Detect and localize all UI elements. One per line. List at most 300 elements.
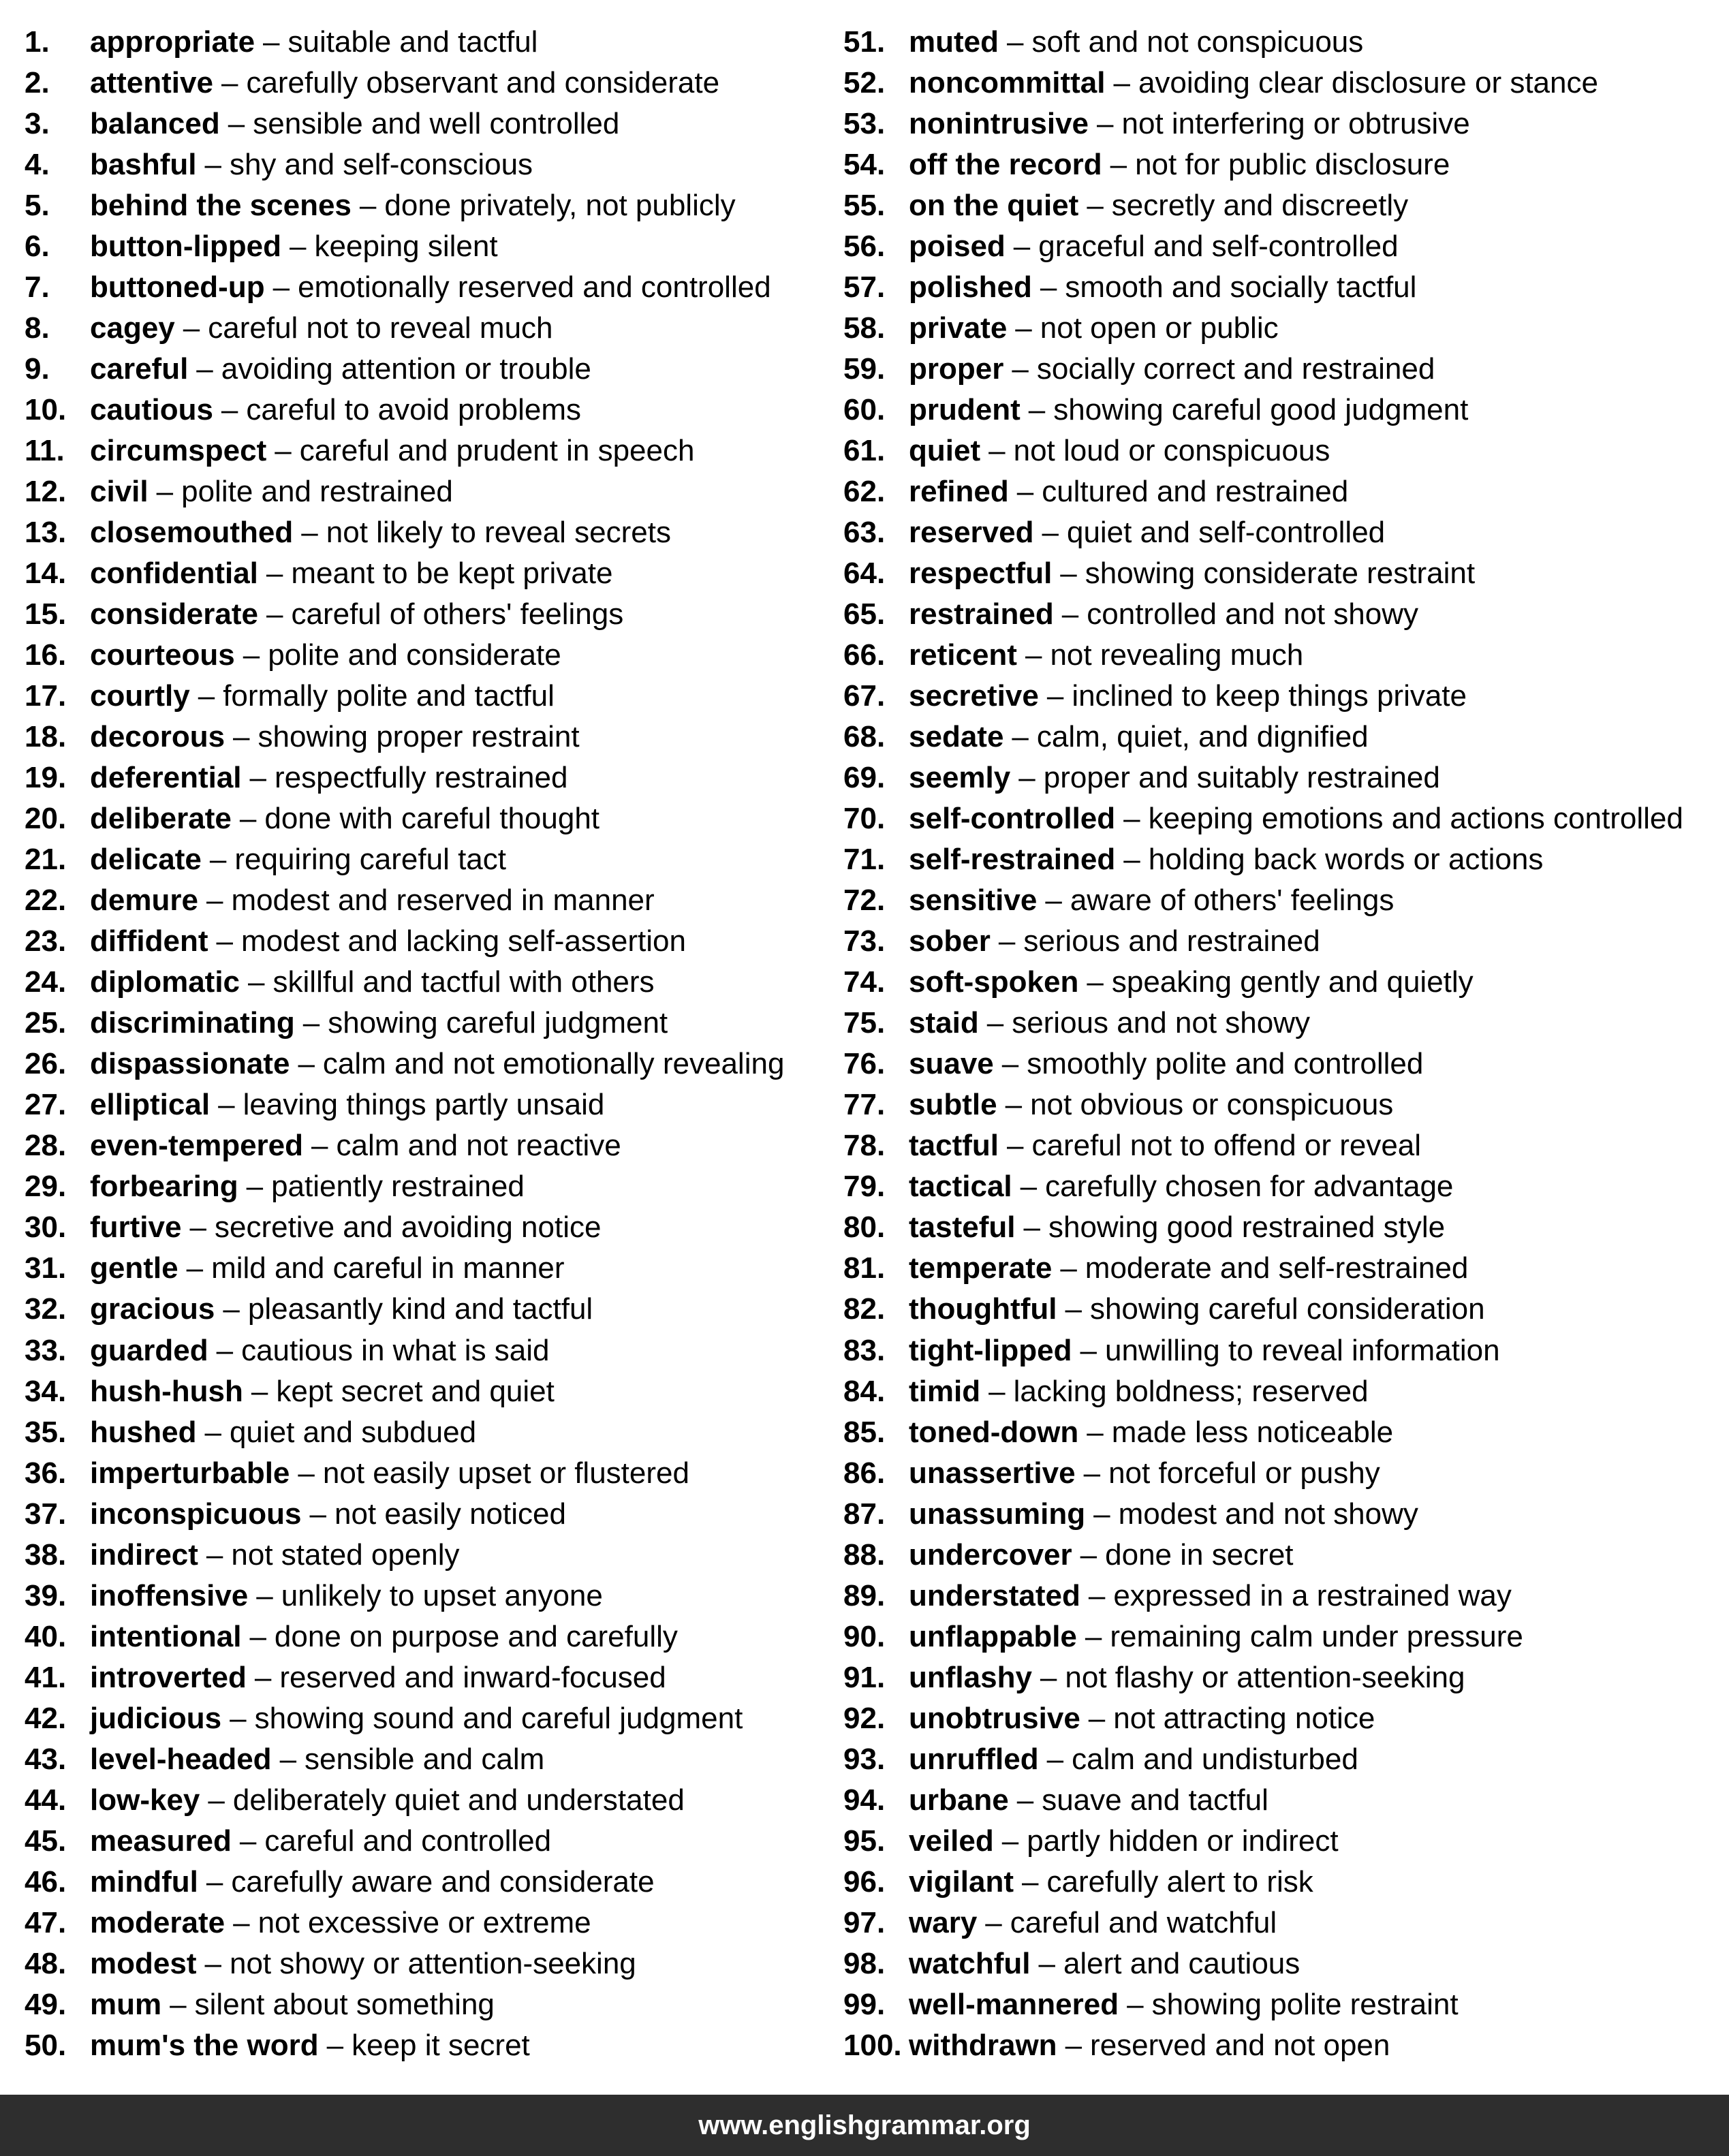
item-definition: not likely to reveal secrets (326, 516, 671, 550)
item-separator: – (246, 1170, 264, 1204)
item-number: 23. (25, 924, 67, 958)
list-item (843, 431, 1722, 471)
list-item (843, 1535, 1722, 1576)
item-definition: showing considerate restraint (1085, 557, 1476, 591)
item-number: 86. (843, 1456, 886, 1490)
item-separator: – (1065, 2028, 1082, 2062)
item-number: 41. (25, 1660, 67, 1694)
item-separator: – (1016, 1783, 1034, 1817)
item-definition: carefully alert to risk (1046, 1864, 1313, 1899)
item-definition: expressed in a restrained way (1113, 1578, 1512, 1612)
item-number: 54. (843, 148, 886, 182)
item-word: suave (909, 1047, 994, 1081)
item-word: unassertive (909, 1456, 1076, 1490)
item-word: forbearing (90, 1170, 238, 1204)
list-item (25, 1453, 828, 1494)
item-definition: showing careful good judgment (1053, 393, 1469, 427)
item-number: 63. (843, 516, 886, 550)
item-word: veiled (909, 1824, 994, 1858)
item-definition: socially correct and restrained (1036, 352, 1435, 386)
item-separator: – (1020, 1170, 1038, 1204)
item-separator: – (1087, 189, 1104, 223)
item-separator: – (1040, 1660, 1057, 1694)
list-item (843, 757, 1722, 798)
list-item (843, 839, 1722, 880)
item-definition: careful and prudent in speech (299, 434, 695, 468)
item-definition: careful and watchful (1010, 1905, 1277, 1939)
list-item (25, 1412, 828, 1453)
list-item (25, 1248, 828, 1289)
item-definition: keeping silent (314, 230, 498, 264)
item-word: vigilant (909, 1864, 1014, 1899)
item-word: behind the scenes (90, 189, 352, 223)
item-word: button-lipped (90, 230, 282, 264)
item-separator: – (1060, 557, 1077, 591)
item-word: low-key (90, 1783, 200, 1817)
item-number: 13. (25, 516, 67, 550)
item-separator: – (1015, 311, 1032, 345)
item-separator: – (1040, 270, 1057, 304)
item-definition: careful and controlled (264, 1824, 552, 1858)
item-definition: reserved and not open (1090, 2028, 1390, 2062)
item-number: 79. (843, 1170, 886, 1204)
item-separator: – (1087, 1415, 1104, 1449)
item-definition: not easily upset or flustered (322, 1456, 689, 1490)
item-word: mindful (90, 1864, 198, 1899)
item-definition: soft and not conspicuous (1031, 25, 1364, 59)
item-word: unflappable (909, 1619, 1077, 1653)
item-definition: sensible and well controlled (253, 107, 620, 141)
item-definition: graceful and self-controlled (1038, 230, 1399, 264)
item-word: private (909, 311, 1008, 345)
item-word: hushed (90, 1415, 197, 1449)
item-definition: done in secret (1105, 1537, 1294, 1572)
item-number: 16. (25, 638, 67, 672)
list-item (843, 717, 1722, 757)
list-item (843, 144, 1722, 185)
item-definition: showing sound and careful judgment (254, 1701, 743, 1735)
item-number: 32. (25, 1292, 67, 1326)
list-item (25, 1494, 828, 1535)
item-definition: done with careful thought (264, 802, 600, 836)
item-word: modest (90, 1946, 197, 1980)
item-number: 66. (843, 638, 886, 672)
item-word: deferential (90, 761, 242, 795)
item-separator: – (290, 230, 307, 264)
item-word: decorous (90, 720, 225, 754)
item-word: tactical (909, 1170, 1012, 1204)
item-separator: – (251, 1374, 268, 1408)
item-number: 44. (25, 1783, 67, 1817)
item-number: 6. (25, 230, 50, 264)
item-separator: – (1028, 393, 1046, 427)
item-separator: – (206, 884, 223, 918)
list-item (25, 1330, 828, 1371)
item-separator: – (1127, 1987, 1144, 2021)
item-separator: – (988, 434, 1006, 468)
item-number: 40. (25, 1619, 67, 1653)
item-word: moderate (90, 1905, 225, 1939)
item-number: 76. (843, 1047, 886, 1081)
item-separator: – (1087, 965, 1104, 999)
list-item (843, 185, 1722, 226)
footer-url: www.englishgrammar.org (698, 2110, 1031, 2140)
item-word: discriminating (90, 1006, 295, 1040)
item-definition: keeping emotions and actions controlled (1148, 802, 1683, 836)
item-definition: showing good restrained style (1048, 1210, 1446, 1245)
item-word: level-headed (90, 1742, 272, 1776)
list-item (843, 512, 1722, 553)
list-item (843, 1248, 1722, 1289)
item-word: cagey (90, 311, 175, 345)
item-separator: – (1042, 516, 1059, 550)
item-number: 96. (843, 1864, 886, 1899)
item-definition: leaving things partly unsaid (243, 1088, 605, 1122)
item-definition: pleasantly kind and tactful (247, 1292, 593, 1326)
item-definition: not interfering or obtrusive (1121, 107, 1470, 141)
item-separator: – (1060, 1251, 1077, 1285)
item-definition: not stated openly (231, 1537, 460, 1572)
list-item (843, 1657, 1722, 1698)
item-definition: modest and not showy (1118, 1497, 1418, 1531)
item-definition: aware of others' feelings (1070, 884, 1395, 918)
item-separator: – (206, 1864, 223, 1899)
list-item (25, 880, 828, 921)
item-number: 4. (25, 148, 50, 182)
item-separator: – (1016, 475, 1034, 509)
item-word: hush-hush (90, 1374, 243, 1408)
item-definition: respectfully restrained (275, 761, 568, 795)
item-separator: – (216, 924, 233, 958)
item-word: staid (909, 1006, 979, 1040)
list-item (843, 1207, 1722, 1248)
list-item (843, 1576, 1722, 1616)
item-separator: – (223, 1292, 240, 1326)
item-definition: not revealing much (1050, 638, 1304, 672)
item-definition: sensible and calm (305, 1742, 545, 1776)
list-item (843, 1084, 1722, 1125)
list-item (843, 798, 1722, 839)
item-separator: – (1046, 679, 1064, 713)
item-word: sober (909, 924, 991, 958)
list-item (25, 471, 828, 512)
item-word: restrained (909, 597, 1054, 631)
item-number: 34. (25, 1374, 67, 1408)
item-number: 37. (25, 1497, 67, 1531)
item-definition: carefully observant and considerate (246, 66, 720, 100)
item-number: 25. (25, 1006, 67, 1040)
item-word: self-restrained (909, 843, 1116, 877)
item-separator: – (1012, 352, 1029, 386)
list-item (25, 798, 828, 839)
item-definition: quiet and subdued (229, 1415, 477, 1449)
item-definition: not obvious or conspicuous (1030, 1088, 1394, 1122)
item-definition: carefully aware and considerate (231, 1864, 655, 1899)
list-item (25, 921, 828, 962)
item-definition: partly hidden or indirect (1027, 1824, 1339, 1858)
item-number: 71. (843, 843, 886, 877)
item-word: watchful (909, 1946, 1031, 1980)
list-item (843, 1330, 1722, 1371)
item-number: 17. (25, 679, 67, 713)
item-definition: inclined to keep things private (1072, 679, 1467, 713)
item-definition: done privately, not publicly (384, 189, 736, 223)
word-list-left-column (25, 22, 828, 2066)
item-word: confidential (90, 557, 258, 591)
list-item (25, 553, 828, 594)
item-separator: – (170, 1987, 187, 2021)
list-item (25, 635, 828, 676)
list-item (25, 839, 828, 880)
item-number: 59. (843, 352, 886, 386)
item-number: 74. (843, 965, 886, 999)
list-item (25, 308, 828, 349)
item-word: considerate (90, 597, 258, 631)
item-number: 45. (25, 1824, 67, 1858)
item-definition: made less noticeable (1111, 1415, 1394, 1449)
list-item (25, 1044, 828, 1084)
item-definition: shy and self-conscious (229, 148, 533, 182)
item-definition: not easily noticed (334, 1497, 566, 1531)
item-word: withdrawn (909, 2028, 1057, 2062)
item-separator: – (309, 1497, 326, 1531)
item-separator: – (326, 2028, 344, 2062)
item-number: 49. (25, 1987, 67, 2021)
list-item (843, 880, 1722, 921)
list-item (843, 1943, 1722, 1984)
item-word: guarded (90, 1333, 208, 1367)
item-separator: – (230, 1701, 247, 1735)
item-number: 5. (25, 189, 50, 223)
item-word: off the record (909, 148, 1102, 182)
item-definition: serious and not showy (1012, 1006, 1310, 1040)
item-separator: – (311, 1129, 328, 1163)
item-definition: careful of others' feelings (291, 597, 624, 631)
item-separator: – (1113, 66, 1130, 100)
list-item (843, 594, 1722, 635)
item-word: tactful (909, 1129, 999, 1163)
item-word: thoughtful (909, 1292, 1057, 1326)
item-separator: – (1065, 1292, 1082, 1326)
list-item (25, 104, 828, 144)
item-word: introverted (90, 1660, 247, 1694)
item-separator: – (1061, 597, 1079, 631)
item-number: 18. (25, 720, 67, 754)
item-separator: – (1013, 230, 1031, 264)
item-separator: – (206, 1537, 223, 1572)
list-item (843, 1739, 1722, 1780)
item-word: proper (909, 352, 1004, 386)
item-word: gracious (90, 1292, 215, 1326)
item-word: indirect (90, 1537, 198, 1572)
item-definition: requiring careful tact (234, 843, 507, 877)
item-separator: – (196, 352, 213, 386)
item-number: 36. (25, 1456, 67, 1490)
item-number: 61. (843, 434, 886, 468)
item-separator: – (221, 393, 238, 427)
item-definition: avoiding clear disclosure or stance (1138, 66, 1598, 100)
list-item (843, 1371, 1722, 1412)
item-word: bashful (90, 148, 197, 182)
item-definition: not forceful or pushy (1108, 1456, 1380, 1490)
list-item (843, 1289, 1722, 1330)
item-definition: secretive and avoiding notice (214, 1210, 602, 1245)
item-separator: – (221, 66, 238, 100)
item-word: self-controlled (909, 802, 1116, 836)
item-definition: holding back words or actions (1148, 843, 1544, 877)
item-number: 31. (25, 1251, 67, 1285)
list-item (843, 676, 1722, 717)
item-number: 50. (25, 2028, 67, 2062)
item-number: 42. (25, 1701, 67, 1735)
item-number: 91. (843, 1660, 886, 1694)
item-number: 69. (843, 761, 886, 795)
item-number: 84. (843, 1374, 886, 1408)
item-number: 82. (843, 1292, 886, 1326)
item-number: 94. (843, 1783, 886, 1817)
item-number: 55. (843, 189, 886, 223)
item-separator: – (298, 1456, 315, 1490)
item-definition: not excessive or extreme (258, 1905, 591, 1939)
item-separator: – (233, 1905, 250, 1939)
item-word: inoffensive (90, 1578, 249, 1612)
list-item (843, 1125, 1722, 1166)
item-number: 73. (843, 924, 886, 958)
item-number: 67. (843, 679, 886, 713)
item-definition: calm and not reactive (336, 1129, 621, 1163)
item-separator: – (275, 434, 292, 468)
item-separator: – (985, 1905, 1002, 1939)
item-definition: avoiding attention or trouble (221, 352, 591, 386)
item-definition: quiet and self-controlled (1066, 516, 1386, 550)
item-definition: unwilling to reveal information (1104, 1333, 1500, 1367)
item-definition: suitable and tactful (287, 25, 538, 59)
item-number: 39. (25, 1578, 67, 1612)
item-word: judicious (90, 1701, 222, 1735)
item-separator: – (263, 25, 280, 59)
list-item (25, 144, 828, 185)
item-number: 68. (843, 720, 886, 754)
item-separator: – (156, 475, 174, 509)
item-word: temperate (909, 1251, 1053, 1285)
item-separator: – (266, 597, 283, 631)
item-separator: – (1080, 1537, 1097, 1572)
item-number: 89. (843, 1578, 886, 1612)
item-definition: patiently restrained (271, 1170, 525, 1204)
item-word: on the quiet (909, 189, 1079, 223)
item-word: polished (909, 270, 1032, 304)
item-definition: calm and undisturbed (1072, 1742, 1358, 1776)
item-separator: – (208, 1783, 225, 1817)
list-item (25, 1780, 828, 1821)
list-item (843, 1903, 1722, 1943)
item-definition: smoothly polite and controlled (1027, 1047, 1424, 1081)
item-definition: kept secret and quiet (276, 1374, 555, 1408)
item-separator: – (1080, 1333, 1097, 1367)
item-separator: – (186, 1251, 204, 1285)
item-separator: – (266, 557, 283, 591)
item-definition: mild and careful in manner (211, 1251, 565, 1285)
item-number: 11. (25, 434, 65, 468)
item-number: 80. (843, 1210, 886, 1245)
item-number: 93. (843, 1742, 886, 1776)
list-item (25, 1084, 828, 1125)
item-definition: cultured and restrained (1042, 475, 1349, 509)
item-word: dispassionate (90, 1047, 290, 1081)
list-item (843, 1780, 1722, 1821)
item-definition: careful to avoid problems (246, 393, 581, 427)
item-word: appropriate (90, 25, 255, 59)
list-item (25, 1289, 828, 1330)
item-definition: meant to be kept private (291, 557, 613, 591)
list-item (25, 594, 828, 635)
list-item (843, 22, 1722, 63)
item-number: 33. (25, 1333, 67, 1367)
list-item (25, 962, 828, 1003)
item-separator: – (1001, 1047, 1019, 1081)
item-definition: not loud or conspicuous (1013, 434, 1330, 468)
list-item (25, 185, 828, 226)
item-separator: – (279, 1742, 297, 1776)
item-definition: emotionally reserved and controlled (298, 270, 771, 304)
item-number: 87. (843, 1497, 886, 1531)
item-separator: – (183, 311, 200, 345)
item-definition: cautious in what is said (241, 1333, 550, 1367)
list-item (25, 1166, 828, 1207)
item-number: 7. (25, 270, 50, 304)
item-number: 99. (843, 1987, 886, 2021)
item-word: soft-spoken (909, 965, 1079, 999)
item-number: 56. (843, 230, 886, 264)
list-item (25, 1943, 828, 1984)
item-number: 26. (25, 1047, 67, 1081)
item-number: 28. (25, 1129, 67, 1163)
item-word: intentional (90, 1619, 242, 1653)
list-item (843, 1984, 1722, 2025)
item-word: delicate (90, 843, 202, 877)
item-definition: unlikely to upset anyone (281, 1578, 603, 1612)
item-separator: – (1046, 1742, 1064, 1776)
item-word: urbane (909, 1783, 1009, 1817)
item-separator: – (1085, 1619, 1102, 1653)
item-number: 98. (843, 1946, 886, 1980)
item-number: 10. (25, 393, 67, 427)
item-word: sensitive (909, 884, 1038, 918)
item-number: 60. (843, 393, 886, 427)
item-definition: alert and cautious (1063, 1946, 1300, 1980)
item-definition: keep it secret (352, 2028, 530, 2062)
item-word: balanced (90, 107, 220, 141)
item-definition: lacking boldness; reserved (1013, 1374, 1369, 1408)
item-word: courtly (90, 679, 190, 713)
item-separator: – (1097, 107, 1114, 141)
item-separator: – (1123, 802, 1140, 836)
item-definition: calm and not emotionally revealing (322, 1047, 785, 1081)
item-word: even-tempered (90, 1129, 304, 1163)
item-number: 88. (843, 1537, 886, 1572)
item-number: 24. (25, 965, 67, 999)
item-word: poised (909, 230, 1006, 264)
item-separator: – (249, 761, 266, 795)
item-word: unflashy (909, 1660, 1032, 1694)
item-number: 29. (25, 1170, 67, 1204)
list-item (25, 1207, 828, 1248)
list-item (843, 2025, 1722, 2066)
item-separator: – (1088, 1578, 1106, 1612)
item-separator: – (1005, 1088, 1023, 1122)
item-definition: deliberately quiet and understated (232, 1783, 685, 1817)
list-item (25, 1984, 828, 2025)
